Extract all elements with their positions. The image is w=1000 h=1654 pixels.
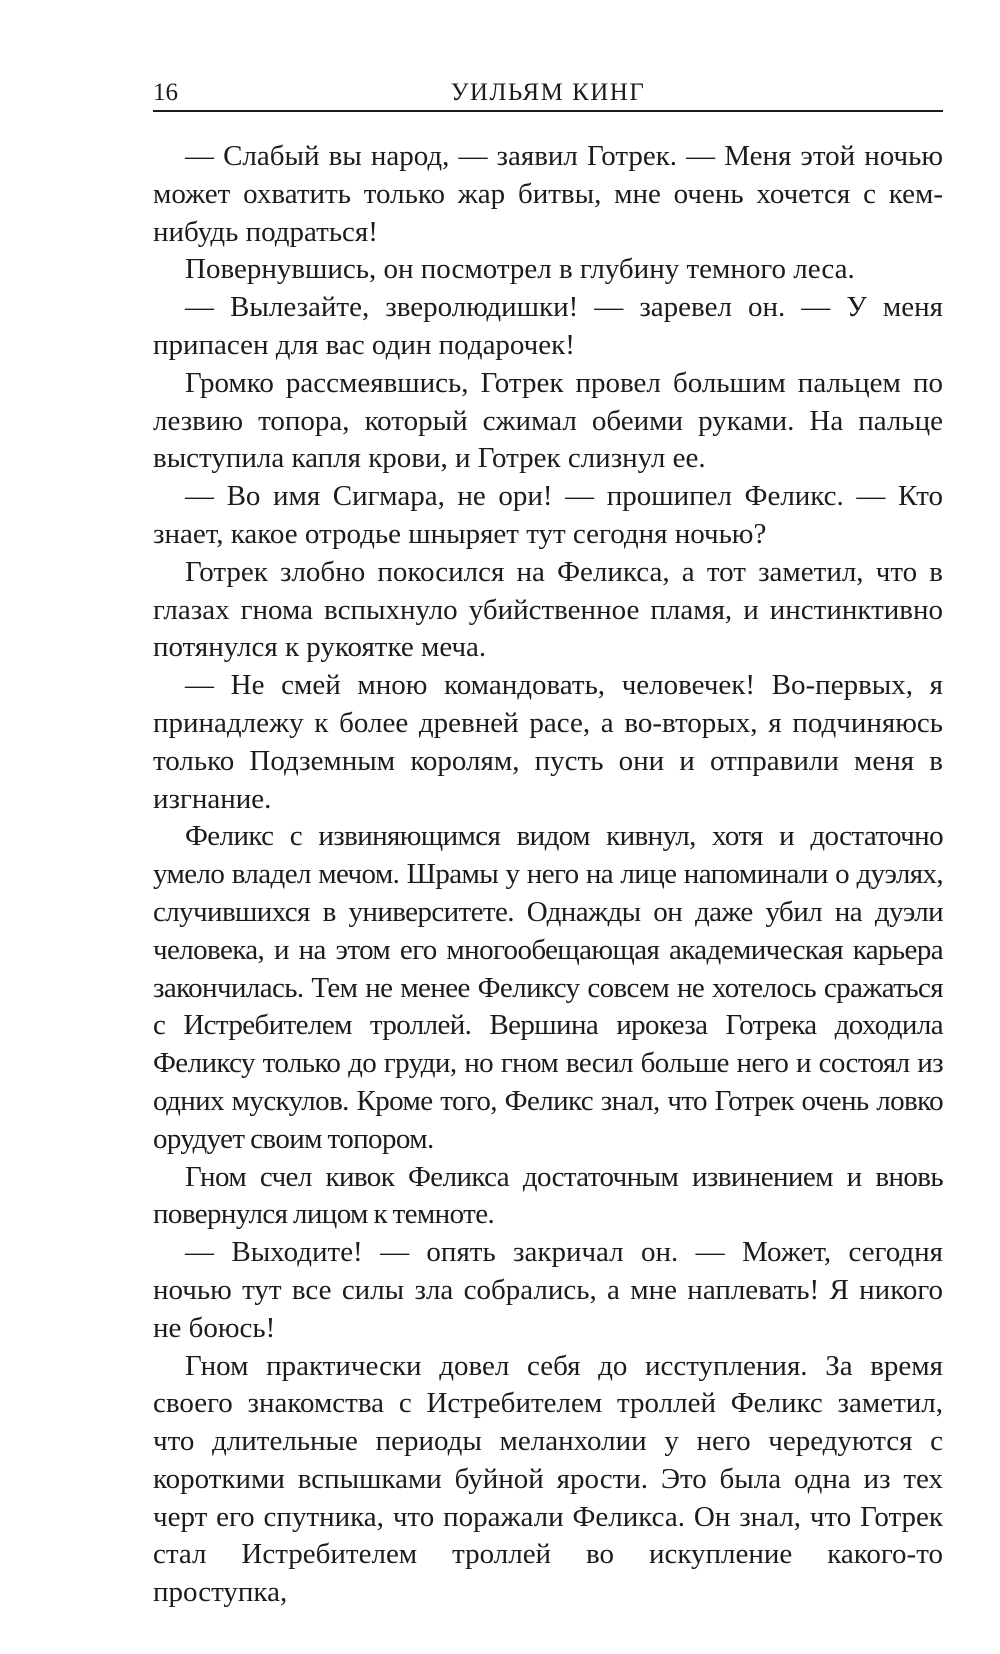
- page-number: 16: [153, 79, 178, 106]
- paragraph: — Во имя Сигмара, не ори! — прошипел Феликс. — Кто знает, какое отродье шныряет тут сегодня ночью?: [153, 480, 943, 550]
- paragraph: Повернувшись, он посмотрел в глубину темного леса.: [185, 253, 855, 286]
- body-text: [153, 138, 943, 1612]
- paragraph: Гном счел кивок Феликса достаточным извинением и вновь повернулся лицом к темноте.: [153, 1160, 943, 1231]
- paragraph: — Выходите! — опять закричал он. — Может, сегодня ночью тут все силы зла собрались, а мне наплевать! Я никого не боюсь!: [153, 1236, 943, 1344]
- paragraph: — Не смей мною командовать, человечек! Во-первых, я принадлежу к более древней расе, а во-вторых, я подчиняюсь только Подземным королям, пусть они и отправили меня в изгнание.: [153, 669, 943, 815]
- paragraph: — Вылезайте, зверолюдишки! — заревел он. — У меня припасен для вас один подарочек!: [153, 291, 943, 361]
- paragraph: Готрек злобно покосился на Феликса, а тот заметил, что в глазах гнома вспыхнуло убийственное пламя, и инстинктивно потянулся к рукоятке меча.: [153, 555, 943, 664]
- header-rule: [153, 110, 943, 112]
- running-title: УИЛЬЯМ КИНГ: [450, 79, 646, 106]
- running-header: [153, 70, 943, 112]
- paragraph: Феликс с извиняющимся видом кивнул, хотя и достаточно умело владел мечом. Шрамы у него на лице напоминали о дуэлях, случившихся в университете. Однажды он даже убил на дуэли человека, и на этом его многообещающая академическая карьера закончилась. Тем не менее Феликсу совсем не хотелось сражаться с Истребителем троллей. Вершина ирокеза Готрека доходила Феликсу только до груди, но гном весил больше него и состоял из одних мускулов. Кроме того, Феликс знал, что Готрек очень ловко орудует своим топором.: [153, 820, 943, 1155]
- paragraph: — Слабый вы народ, — заявил Готрек. — Меня этой ночью может охватить только жар битвы, мне очень хочется с кем-нибудь подраться!: [153, 140, 943, 248]
- paragraph: Гном практически довел себя до исступления. За время своего знакомства с Истребителем троллей Феликс заметил, что длительные периоды меланхолии у него чередуются с короткими вспышками буйной ярости. Это была одна из тех черт его спутника, что поражали Феликса. Он знал, что Готрек стал Истребителем троллей во искупление какого-то проступка,: [153, 1349, 943, 1609]
- paragraph: Громко рассмеявшись, Готрек провел большим пальцем по лезвию топора, который сжимал обеими руками. На пальце выступила капля крови, и Готрек слизнул ее.: [153, 366, 943, 475]
